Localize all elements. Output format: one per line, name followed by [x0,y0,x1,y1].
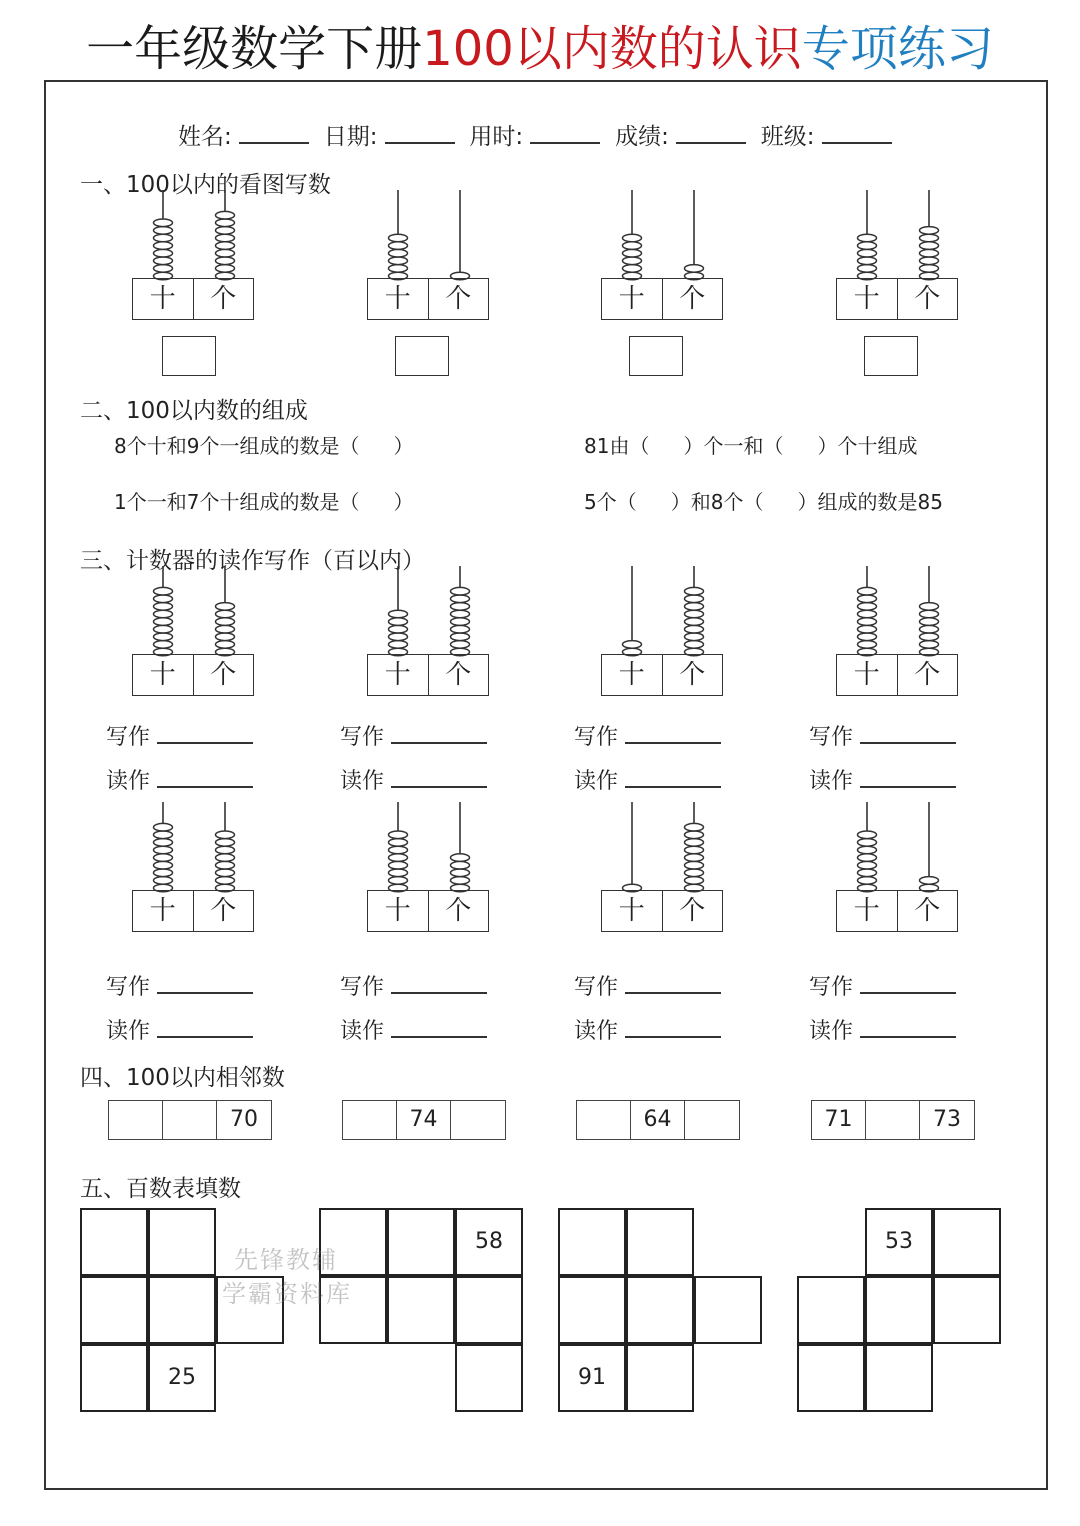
ones-bead [685,869,704,877]
ones-bead [216,839,235,847]
write-line: 写作 [809,720,956,751]
tens-bead [154,823,173,831]
composition-question-2: 81由（ ）个一和（ ）个十组成 [584,434,918,458]
tens-bead [154,839,173,847]
ones-bead [920,633,939,641]
date-label: 日期: [323,124,378,150]
hundred-chart-cell[interactable] [455,1276,523,1344]
hundred-chart-cell[interactable] [558,1276,626,1344]
write-line: 写作 [340,720,487,751]
hundred-chart-cell: 58 [455,1208,523,1276]
tens-bead [389,234,408,242]
ones-bead [451,641,470,649]
worksheet-title [0,18,1080,80]
tens-label: 十 [368,891,429,931]
tens-bead [858,249,877,257]
neighbor-cell[interactable] [343,1101,397,1139]
ones-label: 个 [210,284,237,314]
tens-bead [389,877,408,885]
tens-bead [858,861,877,869]
hundred-chart-cell[interactable] [148,1208,216,1276]
neighbor-cell[interactable] [577,1101,631,1139]
write-line: 写作 [809,970,956,1001]
time-blank[interactable] [530,142,600,144]
title-part-grade: 一年级数学下册 [86,21,423,77]
ones-label: 个 [445,284,472,314]
read-blank[interactable] [860,786,956,788]
neighbor-cell[interactable] [451,1101,505,1139]
tens-bead [154,610,173,618]
read-blank[interactable] [860,1036,956,1038]
tens-bead [389,610,408,618]
tens-bead [858,633,877,641]
ones-bead [685,823,704,831]
tens-bead [389,625,408,633]
tens-bead [858,234,877,242]
write-blank[interactable] [157,992,253,994]
tens-bead [858,603,877,611]
ones-bead [216,854,235,862]
section3-title: 三、计数器的读作写作（百以内） [80,548,425,574]
tens-bead [154,242,173,250]
read-line: 读作 [809,764,956,795]
tens-bead [858,587,877,595]
ones-bead [920,227,939,235]
tens-bead [858,854,877,862]
write-blank[interactable] [391,742,487,744]
tens-bead [154,861,173,869]
neighbor-cell: 74 [397,1101,451,1139]
composition-question-3: 1个一和7个十组成的数是（ ） [114,490,414,514]
composition-question-1: 8个十和9个一组成的数是（ ） [114,434,414,458]
hundred-chart-cell[interactable] [865,1276,933,1344]
ones-bead [685,861,704,869]
ones-label: 个 [679,660,706,690]
read-line: 读作 [340,764,487,795]
write-blank[interactable] [391,992,487,994]
place-value-box [367,654,489,696]
ones-label: 个 [914,284,941,314]
ones-bead [451,861,470,869]
tens-label: 十 [837,279,898,319]
abacus-s3-8 [836,802,960,892]
tens-bead [154,595,173,603]
ones-bead [685,633,704,641]
tens-label: 十 [133,891,194,931]
place-value-box [836,278,958,320]
abacus-s3-2 [367,566,491,656]
hundred-chart-cell: 53 [865,1208,933,1276]
ones-bead [685,831,704,839]
tens-bead [623,242,642,250]
write-line: 写作 [106,970,253,1001]
ones-bead [685,603,704,611]
ones-bead [451,587,470,595]
ones-label: 个 [445,660,472,690]
header-fields [178,118,892,151]
read-blank[interactable] [157,1036,253,1038]
ones-label: 个 [914,660,941,690]
write-blank[interactable] [157,742,253,744]
tens-bead [154,831,173,839]
ones-bead [685,854,704,862]
tens-bead [858,846,877,854]
tens-label: 十 [837,655,898,695]
ones-bead [685,641,704,649]
ones-bead [920,603,939,611]
write-line: 写作 [340,970,487,1001]
abacus-s1-4 [836,190,960,280]
write-blank[interactable] [625,992,721,994]
hundred-chart-cell[interactable] [558,1208,626,1276]
abacus-s1-2 [367,190,491,280]
ones-bead [920,265,939,273]
abacus-s3-4 [836,566,960,656]
tens-bead [154,625,173,633]
ones-bead [685,839,704,847]
name-blank[interactable] [239,142,309,144]
hundred-chart-cell[interactable] [865,1344,933,1412]
tens-bead [623,249,642,257]
ones-bead [685,618,704,626]
write-line: 写作 [574,720,721,751]
abacus-s3-5 [132,802,256,892]
tens-bead [623,265,642,273]
write-blank[interactable] [860,742,956,744]
tens-bead [858,610,877,618]
class-label: 班级: [760,124,815,150]
tens-bead [154,234,173,242]
tens-bead [389,242,408,250]
hundred-chart-cell[interactable] [80,1276,148,1344]
ones-bead [685,610,704,618]
tens-bead [389,846,408,854]
watermark-line-2: 学霸资料库 [222,1280,352,1308]
hundred-chart-cell[interactable] [148,1276,216,1344]
tens-bead [858,869,877,877]
answer-box[interactable] [864,336,918,376]
ones-bead [920,618,939,626]
tens-bead [623,257,642,265]
answer-box[interactable] [629,336,683,376]
abacus-s3-3 [601,566,725,656]
date-blank[interactable] [385,142,455,144]
tens-bead [389,831,408,839]
tens-bead [858,257,877,265]
tens-bead [389,861,408,869]
ones-bead [920,625,939,633]
ones-bead [920,249,939,257]
neighbor-cell: 71 [812,1101,866,1139]
tens-bead [154,227,173,235]
place-value-box [132,654,254,696]
place-value-box [836,890,958,932]
ones-bead [216,227,235,235]
read-line: 读作 [574,764,721,795]
section5-title: 五、百数表填数 [80,1176,241,1202]
neighbor-cell[interactable] [163,1101,217,1139]
neighbor-numbers-group [108,1100,272,1140]
watermark-line-1: 先锋教辅 [234,1246,338,1274]
ones-bead [216,869,235,877]
write-blank[interactable] [860,992,956,994]
tens-label: 十 [602,279,663,319]
abacus-s3-6 [367,802,491,892]
ones-bead [920,242,939,250]
tens-bead [154,587,173,595]
tens-bead [154,265,173,273]
ones-bead [216,249,235,257]
ones-bead [216,625,235,633]
worksheet-frame [44,80,1048,1490]
ones-bead [920,257,939,265]
hundred-chart-cell: 25 [148,1344,216,1412]
read-line: 读作 [340,1014,487,1045]
write-line: 写作 [574,970,721,1001]
place-value-box [836,654,958,696]
ones-bead [451,610,470,618]
read-blank[interactable] [391,786,487,788]
neighbor-cell: 64 [631,1101,685,1139]
tens-bead [154,846,173,854]
tens-label: 十 [368,655,429,695]
write-blank[interactable] [625,742,721,744]
tens-bead [858,831,877,839]
tens-bead [389,641,408,649]
place-value-box [367,890,489,932]
place-value-box [132,278,254,320]
tens-bead [858,265,877,273]
tens-bead [389,265,408,273]
hundred-chart-cell[interactable] [626,1208,694,1276]
hundred-chart-cell[interactable] [933,1208,1001,1276]
ones-bead [685,625,704,633]
ones-label: 个 [210,660,237,690]
tens-bead [154,257,173,265]
tens-bead [154,618,173,626]
tens-bead [623,641,642,649]
tens-label: 十 [837,891,898,931]
abacus-s1-3 [601,190,725,280]
write-line: 写作 [106,720,253,751]
answer-box[interactable] [395,336,449,376]
read-blank[interactable] [625,1036,721,1038]
ones-bead [685,587,704,595]
hundred-chart-cell[interactable] [797,1344,865,1412]
hundred-chart-cell[interactable] [933,1276,1001,1344]
ones-bead [216,861,235,869]
neighbor-numbers-group [576,1100,740,1140]
ones-bead [451,618,470,626]
ones-bead [216,633,235,641]
neighbor-cell[interactable] [866,1101,920,1139]
neighbor-cell: 73 [933,1107,961,1132]
tens-bead [858,242,877,250]
read-line: 读作 [809,1014,956,1045]
ones-bead [685,877,704,885]
tens-label: 十 [602,655,663,695]
read-blank[interactable] [391,1036,487,1038]
time-label: 用时: [469,124,524,150]
tens-label: 十 [133,279,194,319]
tens-bead [389,249,408,257]
ones-bead [216,831,235,839]
ones-bead [216,257,235,265]
tens-label: 十 [133,655,194,695]
read-line: 读作 [106,1014,253,1045]
hundred-chart-cell[interactable] [80,1344,148,1412]
place-value-box [601,654,723,696]
hundred-chart-cell[interactable] [80,1208,148,1276]
neighbor-cell[interactable] [109,1101,163,1139]
place-value-box [601,278,723,320]
title-part-practice: 专项练习 [801,21,994,77]
ones-bead [216,242,235,250]
hundred-chart-cell[interactable] [797,1276,865,1344]
ones-bead [685,595,704,603]
hundred-chart-cell[interactable] [387,1208,455,1276]
tens-bead [858,839,877,847]
read-line: 读作 [574,1014,721,1045]
ones-label: 个 [679,896,706,926]
tens-label: 十 [602,891,663,931]
ones-bead [451,633,470,641]
hundred-chart-cell[interactable] [387,1276,455,1344]
hundred-chart-cell[interactable] [694,1276,762,1344]
read-blank[interactable] [625,786,721,788]
score-blank[interactable] [676,142,746,144]
read-line: 读作 [106,764,253,795]
neighbor-cell: 70 [230,1107,258,1132]
tens-bead [858,618,877,626]
ones-bead [451,854,470,862]
ones-bead [216,618,235,626]
tens-bead [389,257,408,265]
abacus-s3-1 [132,566,256,656]
place-value-box [367,278,489,320]
ones-bead [451,603,470,611]
ones-bead [920,234,939,242]
ones-label: 个 [914,896,941,926]
ones-bead [216,641,235,649]
name-label: 姓名: [178,124,232,150]
abacus-s3-7 [601,802,725,892]
tens-bead [858,595,877,603]
hundred-chart-cell[interactable] [626,1276,694,1344]
tens-bead [154,877,173,885]
score-label: 成绩: [615,124,669,150]
tens-bead [623,234,642,242]
tens-bead [154,219,173,227]
hundred-chart-cell[interactable] [626,1344,694,1412]
tens-bead [154,854,173,862]
tens-bead [858,625,877,633]
tens-bead [858,641,877,649]
ones-label: 个 [210,896,237,926]
section2-title: 二、100以内数的组成 [80,398,308,424]
ones-label: 个 [679,284,706,314]
ones-bead [685,265,704,273]
ones-label: 个 [445,896,472,926]
ones-bead [216,877,235,885]
ones-bead [451,595,470,603]
ones-bead [216,265,235,273]
ones-bead [451,869,470,877]
tens-bead [154,603,173,611]
ones-bead [216,610,235,618]
ones-bead [216,219,235,227]
neighbor-numbers-group [342,1100,506,1140]
ones-bead [216,234,235,242]
tens-bead [389,633,408,641]
tens-bead [154,249,173,257]
tens-bead [389,618,408,626]
neighbor-cell[interactable] [685,1101,739,1139]
place-value-box [132,890,254,932]
ones-bead [451,625,470,633]
tens-bead [154,641,173,649]
section4-title: 四、100以内相邻数 [80,1065,285,1091]
section1-title: 一、100以内的看图写数 [80,172,331,198]
read-blank[interactable] [157,786,253,788]
ones-bead [451,877,470,885]
tens-bead [389,839,408,847]
hundred-chart-cell: 91 [558,1344,626,1412]
ones-bead [216,603,235,611]
tens-label: 十 [368,279,429,319]
title-part-topic: 100以内数的认识 [422,21,802,77]
neighbor-numbers-group [811,1100,975,1140]
tens-bead [858,877,877,885]
answer-box[interactable] [162,336,216,376]
composition-question-4: 5个（ ）和8个（ ）组成的数是85 [584,490,943,514]
ones-bead [685,846,704,854]
ones-bead [216,846,235,854]
hundred-chart-cell[interactable] [455,1344,523,1412]
tens-bead [154,869,173,877]
class-blank[interactable] [822,142,892,144]
tens-bead [389,854,408,862]
ones-bead [920,877,939,885]
abacus-s1-1 [132,190,256,280]
ones-bead [920,641,939,649]
tens-bead [154,633,173,641]
ones-bead [216,211,235,219]
tens-bead [389,869,408,877]
place-value-box [601,890,723,932]
ones-bead [920,610,939,618]
